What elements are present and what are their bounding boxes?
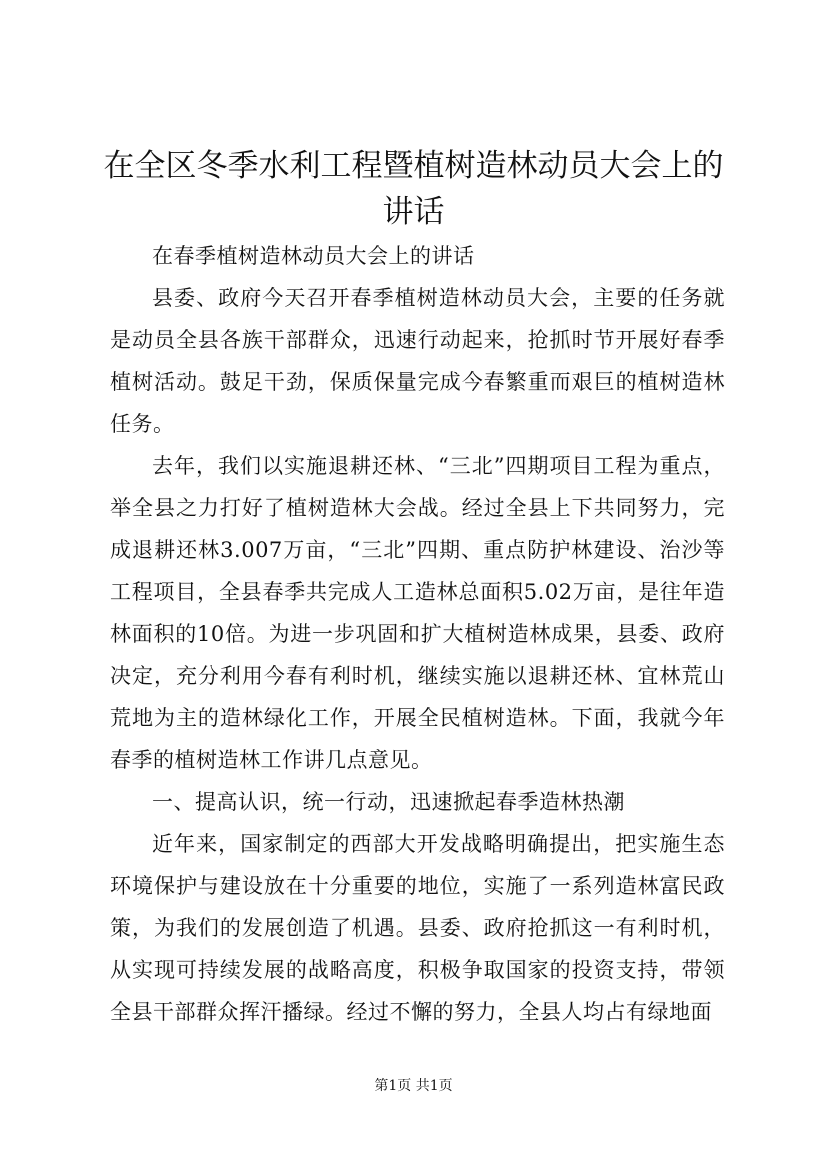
paragraph-intro: 县委、政府今天召开春季植树造林动员大会，主要的任务就是动员全县各族干部群众，迅速行动起来，抢抓时节开展好春季植树活动。鼓足干劲，保质保量完成今春繁重而艰巨的植树造林任务。 — [110, 286, 725, 436]
page-footer: 第1页 共1页 — [374, 1078, 453, 1094]
paragraph-last-year: 去年，我们以实施退耕还林、“三北”四期项目工程为重点，举全县之力打好了植树造林大会战。经过全县上下共同努力，完成退耕还林3.007万亩，“三北”四期、重点防护林建设、治沙等工程项目，全县春季共完成人工造林总面积5.02万亩，是往年造林面积的10倍。为进一步巩固和扩大植树造林成果，县委、政府决定，充分利用今春有利时机，继续实施以退耕还林、宜林荒山荒地为主的造林绿化工作，开展全民植树造林。下面，我就今年春季的植树造林工作讲几点意见。 — [110, 454, 725, 772]
document-body — [110, 235, 725, 1033]
paragraph-recent-years: 近年来，国家制定的西部大开发战略明确提出，把实施生态环境保护与建设放在十分重要的地位，实施了一系列造林富民政策，为我们的发展创造了机遇。县委、政府抢抓这一有利时机，从实现可持续发展的战略高度，积极争取国家的投资支持，带领全县干部群众挥汗播绿。经过不懈的努力，全县人均占有绿地面 — [110, 832, 725, 1024]
paragraph-subtitle: 在春季植树造林动员大会上的讲话 — [152, 244, 475, 268]
section-heading-1: 一、提高认识，统一行动，迅速掀起春季造林热潮 — [152, 790, 625, 814]
document-title: 在全区冬季水利工程暨植树造林动员大会上的讲话 — [103, 148, 724, 230]
